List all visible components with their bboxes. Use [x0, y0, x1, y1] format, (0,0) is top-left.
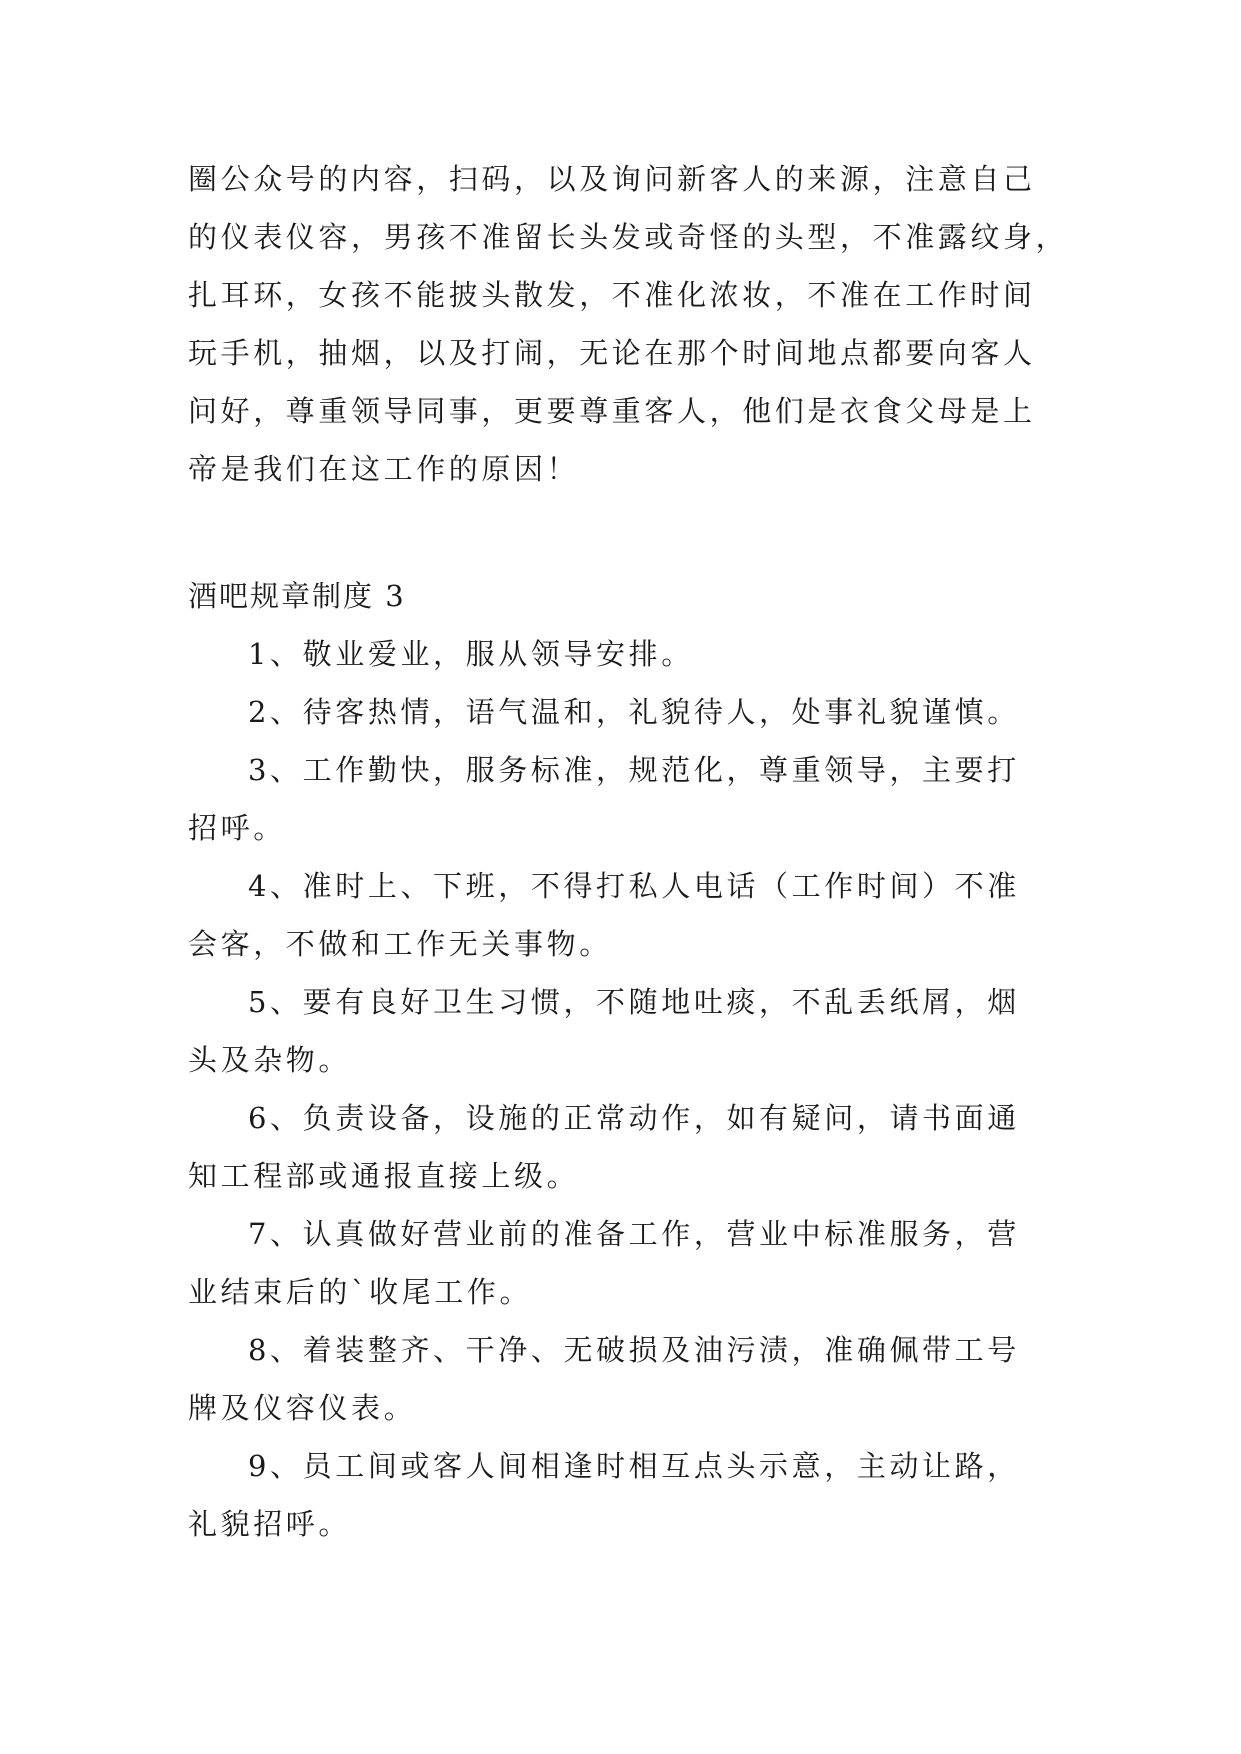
rule-item: [188, 625, 1054, 683]
section-title: 酒吧规章制度 3: [188, 579, 406, 613]
rule-line: 8、着装整齐、干净、无破损及油污渍，准确佩带工号: [248, 1333, 1020, 1367]
rule-item: [188, 973, 1054, 1089]
rule-line: 会客，不做和工作无关事物。: [188, 927, 612, 961]
rule-line: 2、待客热情，语气温和，礼貌待人，处事礼貌谨慎。: [248, 695, 1020, 729]
rule-item: [188, 683, 1054, 741]
rules-list: [188, 625, 1054, 1553]
rule-item: [188, 1321, 1054, 1437]
intro-line: 玩手机，抽烟，以及打闹，无论在那个时间地点都要向客人: [188, 336, 1036, 370]
rule-line: 头及杂物。: [188, 1043, 352, 1077]
rule-line: 4、准时上、下班，不得打私人电话（工作时间）不准: [248, 869, 1020, 903]
rule-line: 6、负责设备，设施的正常动作，如有疑问，请书面通: [248, 1101, 1020, 1135]
rule-item: [188, 1089, 1054, 1205]
rule-line: 9、员工间或客人间相逢时相互点头示意，主动让路，: [248, 1449, 1020, 1483]
rule-line: 牌及仪容仪表。: [188, 1391, 417, 1425]
rule-line: 业结束后的`收尾工作。: [188, 1275, 533, 1309]
rule-line: 5、要有良好卫生习惯，不随地吐痰，不乱丢纸屑，烟: [248, 985, 1020, 1019]
intro-line: 问好，尊重领导同事，更要尊重客人，他们是衣食父母是上: [188, 394, 1036, 428]
intro-line: 的仪表仪容，男孩不准留长头发或奇怪的头型，不准露纹身，: [188, 220, 1069, 254]
rule-line: 3、工作勤快，服务标准，规范化，尊重领导，主要打: [248, 753, 1020, 787]
rule-line: 7、认真做好营业前的准备工作，营业中标准服务，营: [248, 1217, 1020, 1251]
rule-item: [188, 741, 1054, 857]
rule-item: [188, 857, 1054, 973]
rule-line: 1、敬业爱业，服从领导安排。: [248, 637, 694, 671]
intro-line: 扎耳环，女孩不能披头散发，不准化浓妆，不准在工作时间: [188, 278, 1036, 312]
document-body: [188, 150, 1069, 1553]
rule-item: [188, 1205, 1054, 1321]
rule-line: 知工程部或通报直接上级。: [188, 1159, 580, 1193]
intro-line: 帝是我们在这工作的原因！: [188, 452, 580, 486]
rule-item: [188, 1437, 1054, 1553]
intro-paragraph: [188, 150, 1069, 498]
rule-line: 招呼。: [188, 811, 286, 845]
intro-line: 圈公众号的内容，扫码，以及询问新客人的来源，注意自己: [188, 162, 1036, 196]
rule-line: 礼貌招呼。: [188, 1507, 352, 1541]
